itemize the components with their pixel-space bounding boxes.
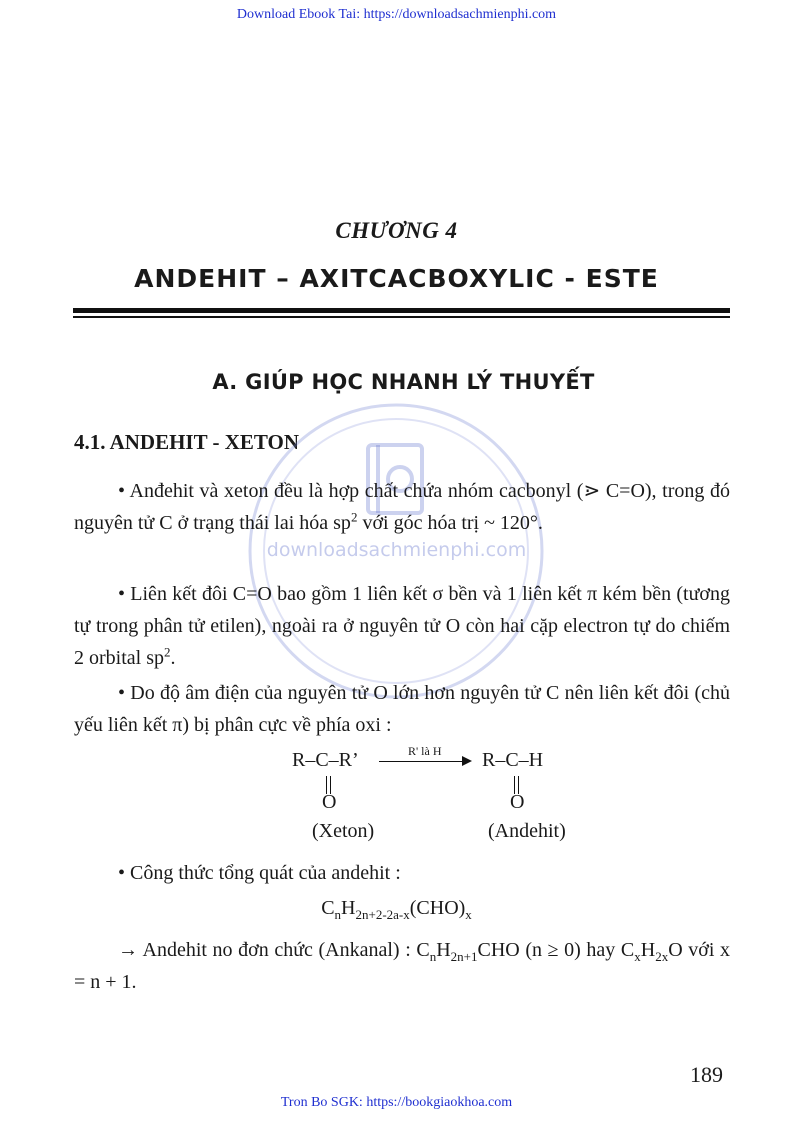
subsection-title: 4.1. ANDEHIT - XETON: [74, 430, 300, 454]
aldehyde-name: (Andehit): [488, 820, 566, 842]
title-rule-thick: [73, 308, 730, 313]
ketone-name: (Xeton): [312, 820, 375, 842]
oxygen-right: O: [510, 791, 525, 813]
section-title: A. GIÚP HỌC NHANH LÝ THUYẾT: [212, 370, 595, 394]
paragraph-ankanal: → Andehit no đơn chức (Ankanal) : $C_nH_{2n+1}CHO$ (n ≥ 0) hay $C_xH_{2x}O$ với x = n + 1.: [74, 939, 731, 993]
ketone-formula: R–C–R’: [292, 749, 359, 771]
chapter-title: ANDEHIT – AXITCACBOXYLIC - ESTE: [134, 264, 659, 293]
title-rule-thin: [73, 316, 730, 318]
paragraph-polarization: • Do độ âm điện của nguyên tử O lớn hơn nguyên tử C nên liên kết đôi (chủ yếu liên kết π) bị phân cực về phía oxi :: [74, 682, 730, 736]
textbook-link[interactable]: Tron Bo SGK: https://bookgiaokhoa.com: [280, 1095, 513, 1110]
aldehyde-formula: R–C–H: [482, 749, 544, 771]
paragraph-carbonyl: • Anđehit và xeton đều là hợp chất chứa nhóm cacbonyl (⋗ C=O), trong đó nguyên tử C ở trạng thái lai hóa $sp^2$ với góc hóa trị ~ 120°.: [74, 480, 730, 534]
paragraph-double-bond: • Liên kết đôi C=O bao gồm 1 liên kết σ bền và 1 liên kết π kém bền (tương tự trong phân tử etilen), ngoài ra ở nguyên tử O còn hai cặp electron tự do chiếm 2 orbital $sp^2$.: [74, 583, 730, 669]
chapter-label: CHƯƠNG 4: [335, 218, 458, 243]
reaction-condition: R' là H: [408, 744, 442, 758]
download-link[interactable]: Download Ebook Tai: https://downloadsachmienphi.com: [236, 7, 557, 22]
arrow-head-icon: [462, 756, 472, 766]
page-number: 189: [690, 1062, 723, 1087]
watermark-text: downloadsachmienphi.com: [266, 539, 527, 561]
oxygen-left: O: [322, 791, 337, 813]
paragraph-general-formula: • Công thức tổng quát của andehit :: [118, 862, 401, 884]
general-formula: $C_nH_{2n+2-2a-x}(CHO)_x$: [321, 897, 472, 922]
reaction-arrow: [379, 761, 467, 762]
